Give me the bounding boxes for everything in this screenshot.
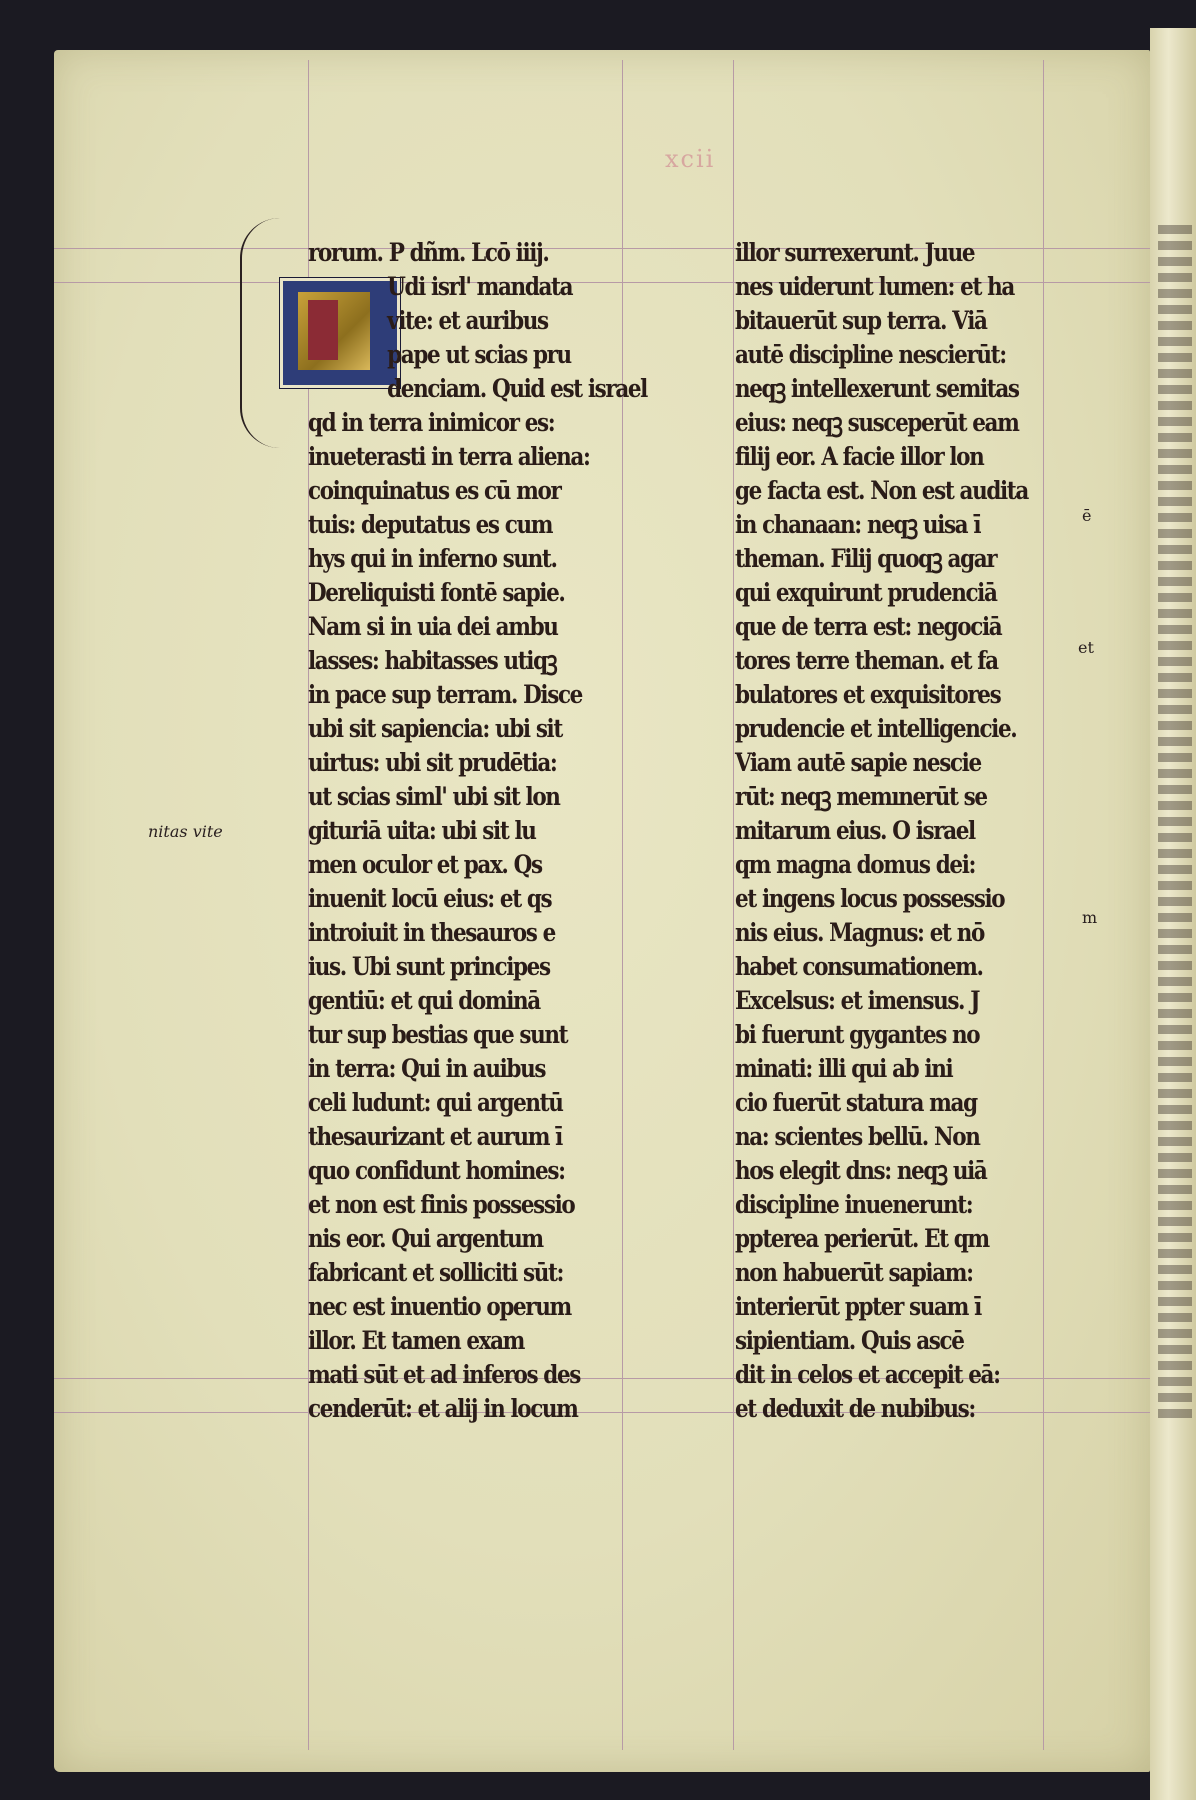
text-column-left [308, 236, 647, 1426]
text-line: ubi sit sapiencia: ubi sit [308, 714, 562, 743]
text-line: interierūt ppter suam ī [735, 1292, 981, 1321]
text-line: in chanaan: neqꝫ uisa ī [735, 510, 981, 539]
text-line: que de terra est: negociā [735, 612, 1002, 641]
text-line: et non est finis possessio [308, 1190, 575, 1219]
text-line: vite: et auribus [387, 306, 548, 335]
text-line: mitarum eius. O israel [735, 816, 975, 845]
ruling-line [733, 60, 734, 1750]
text-line: celi ludunt: qui argentū [308, 1088, 563, 1117]
text-line: ge facta est. Non est audita [735, 476, 1028, 505]
text-line: bulatores et exquisitores [735, 680, 1001, 709]
text-line: theman. Filij quoqꝫ agar [735, 544, 997, 573]
text-line: et deduxit de nubibus: [735, 1394, 975, 1423]
text-line: Udi isrl' mandata [387, 272, 573, 301]
text-line: pape ut scias pru [387, 340, 571, 369]
text-line: neqꝫ intellexerunt semitas [735, 374, 1019, 403]
text-line: inueterasti in terra aliena: [308, 442, 590, 471]
text-line: ppterea perierūt. Et qm [735, 1224, 989, 1253]
margin-mark: m [1082, 908, 1098, 927]
text-line: introiuit in thesauros e [308, 918, 555, 947]
text-line: nec est inuentio operum [308, 1292, 571, 1321]
text-line: tores terre theman. et fa [735, 646, 998, 675]
text-line: habet consumationem. [735, 952, 983, 981]
text-line: na: scientes bellū. Non [735, 1122, 980, 1151]
text-line: qm magna domus dei: [735, 850, 976, 879]
text-line: rūt: neqꝫ memınerūt se [735, 782, 987, 811]
text-line: nes uiderunt lumen: et ha [735, 272, 1014, 301]
margin-mark: et [1078, 638, 1094, 657]
text-line: filij eor. A facie illor lon [735, 442, 984, 471]
text-line: ut scias siml' ubi sit lon [308, 782, 560, 811]
text-line: uirtus: ubi sit prudētia: [308, 748, 557, 777]
text-line: in pace sup terram. Disce [308, 680, 582, 709]
text-line: minati: illi qui ab ini [735, 1054, 953, 1083]
text-line: discipline inuenerunt: [735, 1190, 973, 1219]
text-line: qui exquirunt prudenciā [735, 578, 997, 607]
text-line: ius. Ubi sunt principes [308, 952, 550, 981]
text-line: tuis: deputatus es cum [308, 510, 553, 539]
text-line: cenderūt: et alij in locum [308, 1394, 578, 1423]
text-line: nis eius. Magnus: et nō [735, 918, 984, 947]
text-line: et ingens locus possessio [735, 884, 1005, 913]
text-line: illor surrexerunt. Juue [735, 238, 975, 267]
text-line: cio fuerūt statura mag [735, 1088, 977, 1117]
text-line: qd in terra inimicor es: [308, 408, 555, 437]
text-line: Dereliquisti fontē sapie. [308, 578, 565, 607]
text-column-right [735, 236, 1065, 1426]
text-line: inuenit locū eius: et qs [308, 884, 552, 913]
text-line: gentiū: et qui dominā [308, 986, 540, 1015]
text-line: autē discipline nescierūt: [735, 340, 1006, 369]
folio-number: xcii [665, 145, 716, 173]
text-line: bi fuerunt gygantes no [735, 1020, 980, 1049]
text-line: eius: neqꝫ susceperūt eam [735, 408, 1019, 437]
facing-page-text [1158, 225, 1192, 1425]
text-line: in terra: Qui in auibus [308, 1054, 546, 1083]
text-line: nis eor. Qui argentum [308, 1224, 543, 1253]
text-line: hos elegit dns: neqꝫ uiā [735, 1156, 987, 1185]
text-line: Excelsus: et imensus. J [735, 986, 980, 1015]
text-line: men oculor et pax. Qs [308, 850, 542, 879]
text-line: gituriā uita: ubi sit lu [308, 816, 536, 845]
text-line: tur sup bestias que sunt [308, 1020, 568, 1049]
text-line: denciam. Quid est israel [387, 374, 647, 403]
text-line: quo confidunt homines: [308, 1156, 565, 1185]
text-line: bitauerūt sup terra. Viā [735, 306, 987, 335]
text-line: Viam autē sapie nescie [735, 748, 981, 777]
text-line: fabricant et solliciti sūt: [308, 1258, 564, 1287]
text-line: mati sūt et ad inferos des [308, 1360, 580, 1389]
text-line: non habuerūt sapiam: [735, 1258, 973, 1287]
text-line: dit in celos et accepit eā: [735, 1360, 1000, 1389]
text-line: hys qui in inferno sunt. [308, 544, 557, 573]
text-line: sipientiam. Quis ascē [735, 1326, 964, 1355]
text-line: illor. Et tamen exam [308, 1326, 525, 1355]
text-line: lasses: habitasses utiqꝫ [308, 646, 557, 675]
text-line: thesaurizant et aurum ī [308, 1122, 562, 1151]
text-line: Nam si in uia dei ambu [308, 612, 558, 641]
text-line: coinquinatus es cū mor [308, 476, 561, 505]
margin-gloss: nitas vite [148, 822, 223, 841]
margin-mark: ē [1082, 506, 1092, 525]
text-line: rorum. P dñm. Lcō iiij. [308, 238, 549, 267]
text-line: prudencie et intelligencie. [735, 714, 1017, 743]
